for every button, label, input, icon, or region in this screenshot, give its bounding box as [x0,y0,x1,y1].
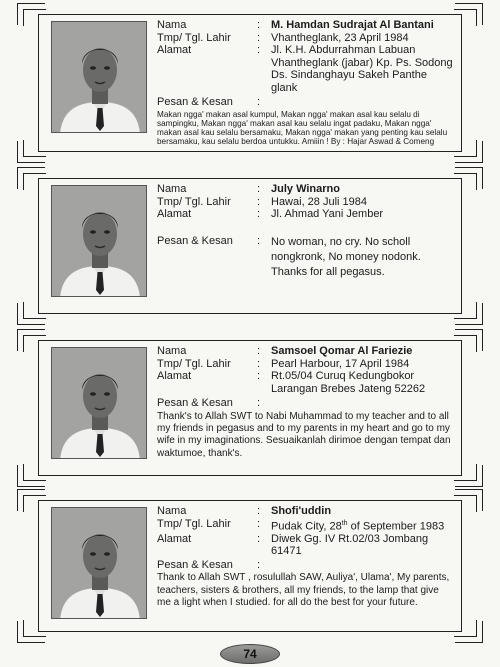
student-name: Shofi'uddin [271,505,332,517]
profile-info: Nama : Shofi'uddin Tmp/ Tgl. Lahir : Pudak City, 28th of September 1983 Alamat : Diwek Gg. IV Rt.02/03 Jombang 61471 Pesan & Kesan : Thank to Allah SWT , rosulullah SAW, Auliya', Ulama', My parents, teachers, sisters & brothers, all my friends, to the lamp that give me a light when I studied. for all do the best for your future. [157,505,455,609]
frame-corner [455,303,483,325]
address: Diwek Gg. IV Rt.02/03 Jombang 61471 [271,532,429,558]
address: Rt.05/04 Curuq Kedungbokor Larangan Brebes Jateng 52262 [271,370,426,395]
student-name: M. Hamdan Sudrajat Al Bantani [271,19,434,31]
address: Jl. Ahmad Yani Jember [271,208,384,220]
profile-info: Nama : M. Hamdan Sudrajat Al Bantani Tmp/ Tgl. Lahir : Vhantheglank, 23 April 1984 Alamat : Jl. K.H. Abdurrahman Labuan Vhantheglank (jabar) Kp. Ps. Sodong Ds. Sindanghayu Sakeh Panthe glank Pesan & Kesan : Makan ngga' makan asal kumpul, Makan ngga' makan asal kau selalu di sampingku, Makan ngga' makan asal kau selalu ingat padaku, Makan ngga' makan asal kau selalu bersamaku, Makan ngga' makan yang penting kau selalu bersamaku, kau selalu berdoa untukku. Amiiin ! By : Hajar Aswad & Comeng [157,19,455,147]
student-photo [51,21,147,133]
student-name: July Winarno [271,183,340,195]
message-text: No woman, no cry. No scholl nongkronk, No money nodonk. Thanks for all pegasus. [271,235,421,278]
frame-corner [455,3,483,25]
frame-corner [17,141,45,163]
frame-corner [17,621,45,643]
student-photo [51,347,147,459]
frame-corner [455,621,483,643]
message-text: Makan ngga' makan asal kumpul, Makan ngga' makan asal kau selalu di sampingku, Makan ngga' makan asal kau selalu ingat padaku, Makan ngga' makan asal kau selalu bersamaku, Makan ngga' makan yang penting kau selalu bersamaku, kau selalu berdoa untukku. Amiiin ! By : Hajar Aswad & Comeng [157,109,448,147]
address: Jl. K.H. Abdurrahman Labuan Vhantheglank (jabar) Kp. Ps. Sodong Ds. Sindanghayu Sakeh Panthe glank [271,44,453,94]
student-photo [51,185,147,297]
message-text: Thank's to Allah SWT to Nabi Muhammad to my teacher and to all my friends in pegasus and to my parents in my heart and go to my wife in my imaginations. Sesuaikanlah dirimoe dengan tempat dan waktumoe, thank's. [157,410,451,459]
birth-info: Pudak City, 28th of September 1983 [271,519,445,533]
profile-info: Nama : July Winarno Tmp/ Tgl. Lahir : Hawai, 28 Juli 1984 Alamat : Jl. Ahmad Yani Jember Pesan & Kesan : No woman, no cry. No scholl nongkronk, No money nodonk. Thanks for all pegasus. [157,183,455,280]
profile-card-2 [38,178,462,314]
profile-card-4 [38,500,462,632]
birth-info: Pearl Harbour, 17 April 1984 [271,357,410,370]
student-name: Samsoel Qomar Al Fariezie [271,345,413,357]
frame-corner [17,489,45,511]
frame-corner [17,167,45,189]
birth-info: Vhantheglank, 23 April 1984 [271,31,409,44]
page-number: 74 [220,644,280,664]
frame-corner [17,303,45,325]
frame-corner [17,465,45,487]
birth-info: Hawai, 28 Juli 1984 [271,195,368,208]
frame-corner [455,141,483,163]
frame-corner [455,465,483,487]
frame-corner [17,329,45,351]
profile-card-1 [38,14,462,152]
frame-corner [455,167,483,189]
student-photo [51,507,147,619]
message-text: Thank to Allah SWT , rosulullah SAW, Auliya', Ulama', My parents, teachers, sisters & brothers, all my friends, to the lamp that give me a light when I studied. for all do the best for your future. [157,572,450,608]
frame-corner [17,3,45,25]
frame-corner [455,489,483,511]
profile-info: Nama : Samsoel Qomar Al Fariezie Tmp/ Tgl. Lahir : Pearl Harbour, 17 April 1984 Alamat : Rt.05/04 Curuq Kedungbokor Larangan Brebes Jateng 52262 Pesan & Kesan : Thank's to Allah SWT to Nabi Muhammad to my teacher and to all my friends in pegasus and to my parents in my heart and go to my wife in my imaginations. Sesuaikanlah dirimoe dengan tempat dan waktumoe, thank's. [157,345,455,460]
frame-corner [455,329,483,351]
profile-card-3 [38,340,462,476]
